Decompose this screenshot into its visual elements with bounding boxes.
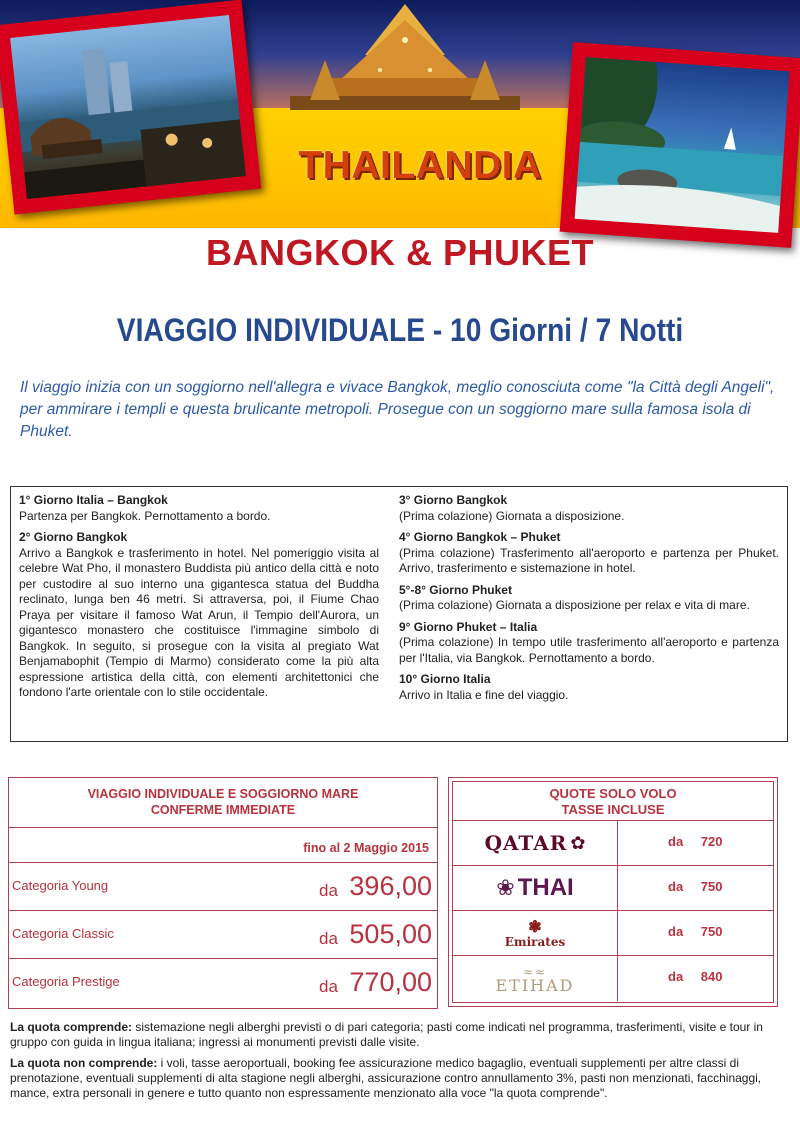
quota-comprende-label: La quota comprende: bbox=[10, 1020, 133, 1034]
itinerary-box bbox=[10, 486, 788, 742]
airline-logo-cell bbox=[453, 866, 618, 910]
day-title: 1° Giorno Italia – Bangkok bbox=[19, 493, 168, 507]
thai-logo: THAI bbox=[517, 874, 574, 901]
flight-price: da 720 bbox=[668, 834, 723, 849]
quota-non-comprende-text: i voli, tasse aeroportuali, booking fee assicurazione medico bagaglio, eventuali supplementi per altre classi di prenotazione, eventuali supplementi di alta stagione negli alberghi, assicurazione contro annullamento 3%, pasti non menzionati, facchinaggi, mance, extra personali in genere e tutto quanto non espressamente menzionato alla voce "la quota comprende". bbox=[10, 1056, 762, 1100]
main-title: BANGKOK & PHUKET bbox=[205, 232, 594, 273]
itinerary-column-right bbox=[399, 493, 779, 703]
day-text: (Prima colazione) In tempo utile trasferimento all'aeroporto e partenza per l'Italia, via Bangkok. Pernottamento a bordo. bbox=[399, 635, 779, 665]
thai-orchid-icon: ❀ bbox=[496, 875, 515, 900]
etihad-wordmark: ETIHAD bbox=[495, 975, 575, 995]
flight-quotes-table bbox=[448, 777, 778, 1007]
flight-quotes-inner bbox=[452, 781, 774, 1003]
etihad-calligraphy-icon: ≈≈ bbox=[522, 964, 548, 979]
price-amount: 396,00 bbox=[349, 871, 432, 901]
photo-frame-bangkok bbox=[0, 0, 261, 214]
day-text: (Prima colazione) Trasferimento all'aeroporto e partenza per Phuket. Arrivo, trasferimento e sistemazione in hotel. bbox=[399, 545, 779, 575]
emirates-logo bbox=[505, 918, 565, 948]
day-title: 2° Giorno Bangkok bbox=[19, 530, 128, 544]
phuket-photo-drawing bbox=[575, 57, 790, 233]
price-validity: fino al 2 Maggio 2015 bbox=[9, 828, 437, 863]
bangkok-river-photo bbox=[10, 15, 246, 199]
price-prefix: da bbox=[319, 929, 338, 948]
flight-price: da 750 bbox=[668, 879, 723, 894]
country-title: THAILANDIA bbox=[298, 144, 542, 187]
price-row-young bbox=[9, 863, 437, 911]
flight-row-emirates bbox=[453, 911, 773, 956]
emirates-wordmark: Emirates bbox=[504, 935, 566, 949]
qatar-oryx-icon: ✿ bbox=[570, 832, 586, 853]
itinerary-column-left bbox=[19, 493, 379, 701]
price-category: Categoria Prestige bbox=[12, 974, 120, 989]
flight-quotes-heading bbox=[453, 782, 773, 821]
day-title: 4° Giorno Bangkok – Phuket bbox=[399, 530, 561, 544]
day-text: Arrivo a Bangkok e trasferimento in hotel. Nel pomeriggio visita al celebre Wat Pho, il monastero Buddista più antico della città e noto per custodire al suo interno una gigantesca statua del Buddha reclinato, lunga ben 46 metri. Si attraversa, poi, il Fiume Chao Praya per visitare il famoso Wat Arun, il Tempio dell'Aurora, un gigantesco monastero che costituisce l'immagine simbolo di Bangkok. In seguito, si prosegue con la visita al pregiato Wat Benjamabophit (Tempio di Marmo) considerato come la più alta espressione artistica della città, con elementi architettonici che fondono l'arte orientale con lo stile occidentale. bbox=[19, 545, 379, 699]
flight-row-etihad bbox=[453, 956, 773, 1001]
quota-comprende-text: sistemazione negli alberghi previsti o di pari categoria; pasti come indicati nel programma, trasferimenti, visite e tour in gruppo con guida in lingua italiana; ingressi ai monumenti previsti dalle visite. bbox=[10, 1020, 763, 1049]
airline-logo-cell bbox=[453, 956, 618, 1001]
day-title: 5°-8° Giorno Phuket bbox=[399, 582, 512, 597]
price-category: Categoria Classic bbox=[12, 926, 114, 941]
price-heading-line1: VIAGGIO INDIVIDUALE E SOGGIORNO MARE bbox=[87, 787, 359, 801]
quota-comprende bbox=[10, 1020, 790, 1050]
day-title: 9° Giorno Phuket – Italia bbox=[399, 619, 538, 634]
day-text: (Prima colazione) Giornata a disposizione per relax e vita di mare. bbox=[399, 598, 750, 612]
price-table bbox=[8, 777, 438, 1009]
price-heading-line2: CONFERME IMMEDIATE bbox=[150, 803, 296, 817]
price-row-classic bbox=[9, 911, 437, 959]
airline-logo-cell bbox=[453, 911, 618, 955]
intro-paragraph: Il viaggio inizia con un soggiorno nell'allegra e vivace Bangkok, meglio conosciuta come "la Città degli Angeli", per ammirare i templi e questa brulicante metropoli. Prosegue con un soggiorno mare sulla famosa isola di Phuket. bbox=[20, 379, 775, 440]
day-text: Partenza per Bangkok. Pernottamento a bordo. bbox=[19, 508, 271, 523]
phuket-beach-photo bbox=[575, 57, 790, 233]
flight-heading-line2: TASSE INCLUSE bbox=[561, 802, 665, 817]
etihad-logo bbox=[495, 965, 574, 993]
flight-heading-line1: QUOTE SOLO VOLO bbox=[549, 786, 677, 801]
bangkok-photo-drawing bbox=[10, 15, 246, 199]
flight-row-thai bbox=[453, 866, 773, 911]
photo-frame-phuket bbox=[560, 42, 800, 248]
day-text: (Prima colazione) Giornata a disposizione. bbox=[399, 508, 625, 523]
temple-illustration bbox=[270, 0, 540, 110]
price-amount: 505,00 bbox=[349, 919, 432, 949]
quota-non-comprende bbox=[10, 1056, 790, 1101]
price-prefix: da bbox=[319, 977, 338, 996]
price-row-prestige bbox=[9, 959, 437, 1007]
price-table-heading bbox=[9, 778, 437, 828]
flight-row-qatar bbox=[453, 821, 773, 866]
day-title: 3° Giorno Bangkok bbox=[399, 493, 508, 507]
emirates-calligraphy-icon: ❃ bbox=[528, 917, 542, 936]
price-amount: 770,00 bbox=[349, 967, 432, 997]
day-text: Arrivo in Italia e fine del viaggio. bbox=[399, 687, 569, 702]
qatar-logo: QATAR bbox=[484, 831, 568, 855]
price-prefix: da bbox=[319, 881, 338, 900]
price-category: Categoria Young bbox=[12, 878, 109, 893]
flight-price: da 840 bbox=[668, 969, 723, 984]
flight-price: da 750 bbox=[668, 924, 723, 939]
airline-logo-cell bbox=[453, 821, 618, 865]
quota-non-comprende-label: La quota non comprende: bbox=[10, 1056, 158, 1070]
day-title: 10° Giorno Italia bbox=[399, 672, 491, 686]
footer-notes bbox=[10, 1020, 790, 1107]
trip-subtitle: VIAGGIO INDIVIDUALE - 10 Giorni / 7 Notti bbox=[116, 312, 684, 348]
